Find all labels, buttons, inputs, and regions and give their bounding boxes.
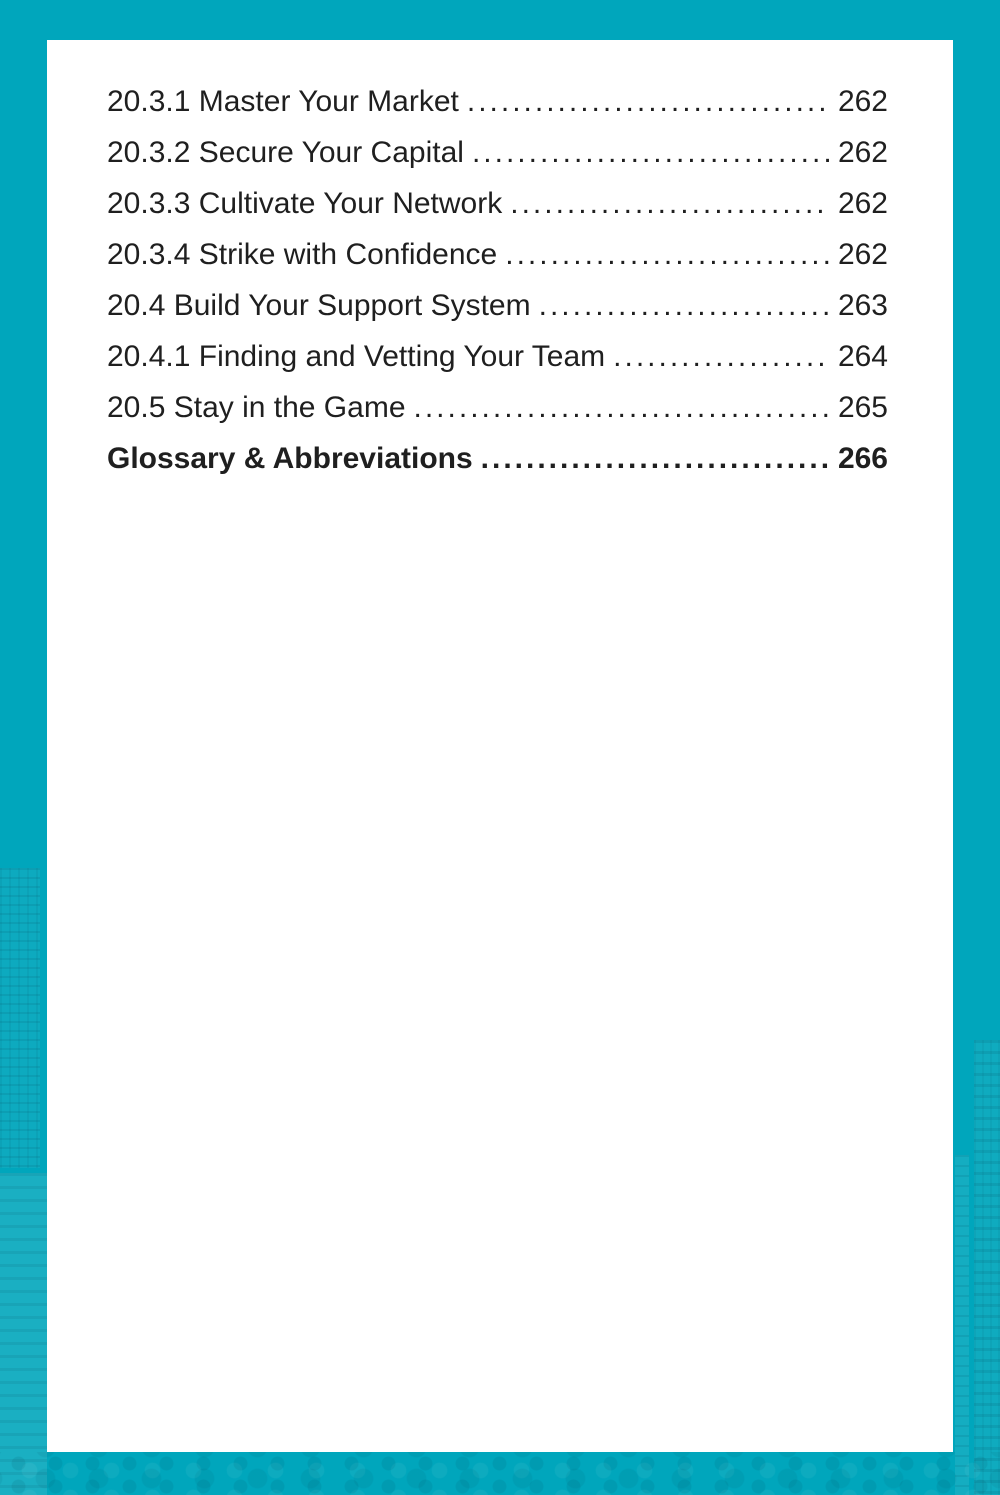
table-of-contents <box>47 40 953 484</box>
skyline-left-decoration <box>0 868 47 1495</box>
dot-leader <box>472 127 829 178</box>
toc-entry-page-number: 262 <box>837 136 888 169</box>
toc-entry-title: 20.5 Stay in the Game <box>107 391 406 424</box>
toc-entry-title: 20.3.3 Cultivate Your Network <box>107 187 503 220</box>
dot-leader <box>510 178 829 229</box>
toc-entry-title: 20.4 Build Your Support System <box>107 289 531 322</box>
toc-entry-title: Glossary & Abbreviations <box>107 442 473 475</box>
toc-entry <box>107 127 888 178</box>
toc-entry-page-number: 265 <box>837 391 888 424</box>
toc-entry-page-number: 263 <box>837 289 888 322</box>
dot-leader <box>481 433 829 484</box>
toc-entry-page-number: 264 <box>837 340 888 373</box>
dot-leader <box>539 280 829 331</box>
building-silhouette-icon <box>955 1155 969 1495</box>
toc-entry-page-number: 262 <box>837 85 888 118</box>
toc-entry <box>107 229 888 280</box>
skyline-right-decoration <box>953 1040 1000 1495</box>
toc-entry-title: 20.3.2 Secure Your Capital <box>107 136 464 169</box>
toc-entry <box>107 331 888 382</box>
building-silhouette-icon <box>0 1173 47 1495</box>
toc-entry <box>107 178 888 229</box>
toc-entry-title: 20.3.1 Master Your Market <box>107 85 459 118</box>
dot-leader <box>505 229 829 280</box>
toc-entry-page-number: 266 <box>837 442 888 475</box>
dot-leader <box>414 382 829 433</box>
toc-entry-title: 20.3.4 Strike with Confidence <box>107 238 498 271</box>
toc-entry-title: 20.4.1 Finding and Vetting Your Team <box>107 340 606 373</box>
toc-entry-page-number: 262 <box>837 238 888 271</box>
toc-entry <box>107 433 888 484</box>
dot-leader <box>467 76 829 127</box>
toc-entry <box>107 382 888 433</box>
building-silhouette-icon <box>974 1040 1000 1495</box>
toc-entry <box>107 76 888 127</box>
toc-entry <box>107 280 888 331</box>
building-silhouette-icon <box>0 868 40 1168</box>
dot-leader <box>613 331 829 382</box>
toc-entry-page-number: 262 <box>837 187 888 220</box>
foliage-texture-decoration <box>0 1452 1000 1495</box>
document-page <box>47 40 953 1452</box>
